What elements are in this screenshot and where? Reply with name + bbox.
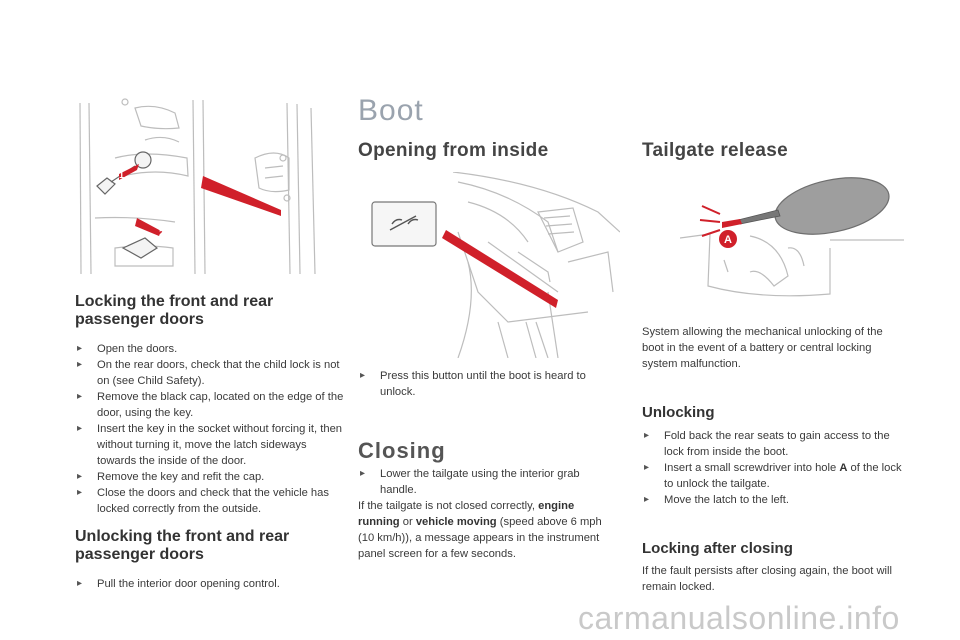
list-item: ▸ Press this button until the boot is heard to unlock. (360, 370, 586, 398)
list-item: ▸ Move the latch to the left. (644, 494, 789, 506)
unlocking-heading: Unlocking (642, 404, 715, 421)
closing-steps-list (358, 466, 608, 498)
image-label-2: 2 (159, 228, 165, 238)
bullet-marker-icon: ▸ (77, 578, 83, 589)
list-item: ▸ Insert a small screwdriver into hole A of the lock to unlock the tailgate. (644, 462, 902, 490)
list-item: ▸ On the rear doors, check that the child lock is not on (see Child Safety). (77, 359, 340, 387)
bullet-marker-icon: ▸ (360, 370, 366, 381)
locking-doors-heading: Locking the front and rear passenger doors (75, 293, 274, 328)
list-item: ▸ Remove the black cap, located on the edge of the door, using the key. (77, 391, 344, 419)
image-label-a: A (724, 234, 732, 246)
list-item: ▸ Open the doors. (77, 343, 178, 355)
list-item: ▸ Fold back the rear seats to gain access to the lock from inside the boot. (644, 430, 890, 458)
bullet-marker-icon: ▸ (77, 343, 83, 354)
tailgate-unlocking-steps (642, 428, 904, 508)
opening-steps-list (358, 368, 620, 400)
bullet-marker-icon: ▸ (77, 487, 83, 498)
bullet-marker-icon: ▸ (644, 494, 650, 505)
closing-heading: Closing (358, 438, 446, 463)
locking-after-closing-heading: Locking after closing (642, 540, 793, 557)
opening-from-inside-heading: Opening from inside (358, 140, 549, 161)
image-label-1: 1 (119, 170, 125, 180)
tailgate-release-heading: Tailgate release (642, 140, 788, 161)
key-icon (97, 152, 157, 258)
list-item: ▸ Pull the interior door opening control. (77, 578, 280, 590)
list-item: ▸ Close the doors and check that the vehicle has locked correctly from the outside. (77, 487, 329, 515)
page-title: Boot (358, 94, 424, 127)
list-item: ▸ Remove the key and refit the cap. (77, 471, 265, 483)
tailgate-intro: System allowing the mechanical unlocking of the boot in the event of a battery or central locking system malfunction. (642, 326, 883, 370)
list-item: ▸ Insert the key in the socket without forcing it, then without turning it, move the latch sideways towards the inside of the door. (77, 423, 343, 467)
list-item: ▸ Lower the tailgate using the interior grab handle. (360, 468, 580, 496)
door-lock-illustration (75, 98, 337, 276)
closing-note: If the tailgate is not closed correctly, engine running or vehicle moving (speed above 6 mph (10 km/h)), a message appears in the instrument panel screen for a few seconds. (358, 500, 602, 560)
bullet-marker-icon: ▸ (644, 430, 650, 441)
watermark: carmanualsonline.info (578, 600, 900, 636)
unlocking-steps-list (75, 576, 345, 592)
interior-button-illustration (358, 172, 620, 358)
bullet-marker-icon: ▸ (77, 471, 83, 482)
locking-after-closing-text: If the fault persists after closing again, the boot will remain locked. (642, 565, 892, 593)
bullet-marker-icon: ▸ (77, 423, 83, 434)
bullet-marker-icon: ▸ (360, 468, 366, 479)
bullet-marker-icon: ▸ (77, 359, 83, 370)
locking-steps-list (75, 341, 345, 517)
bullet-marker-icon: ▸ (77, 391, 83, 402)
bullet-marker-icon: ▸ (644, 462, 650, 473)
tailgate-lock-illustration (680, 176, 904, 304)
unlocking-doors-heading: Unlocking the front and rear passenger doors (75, 528, 290, 563)
